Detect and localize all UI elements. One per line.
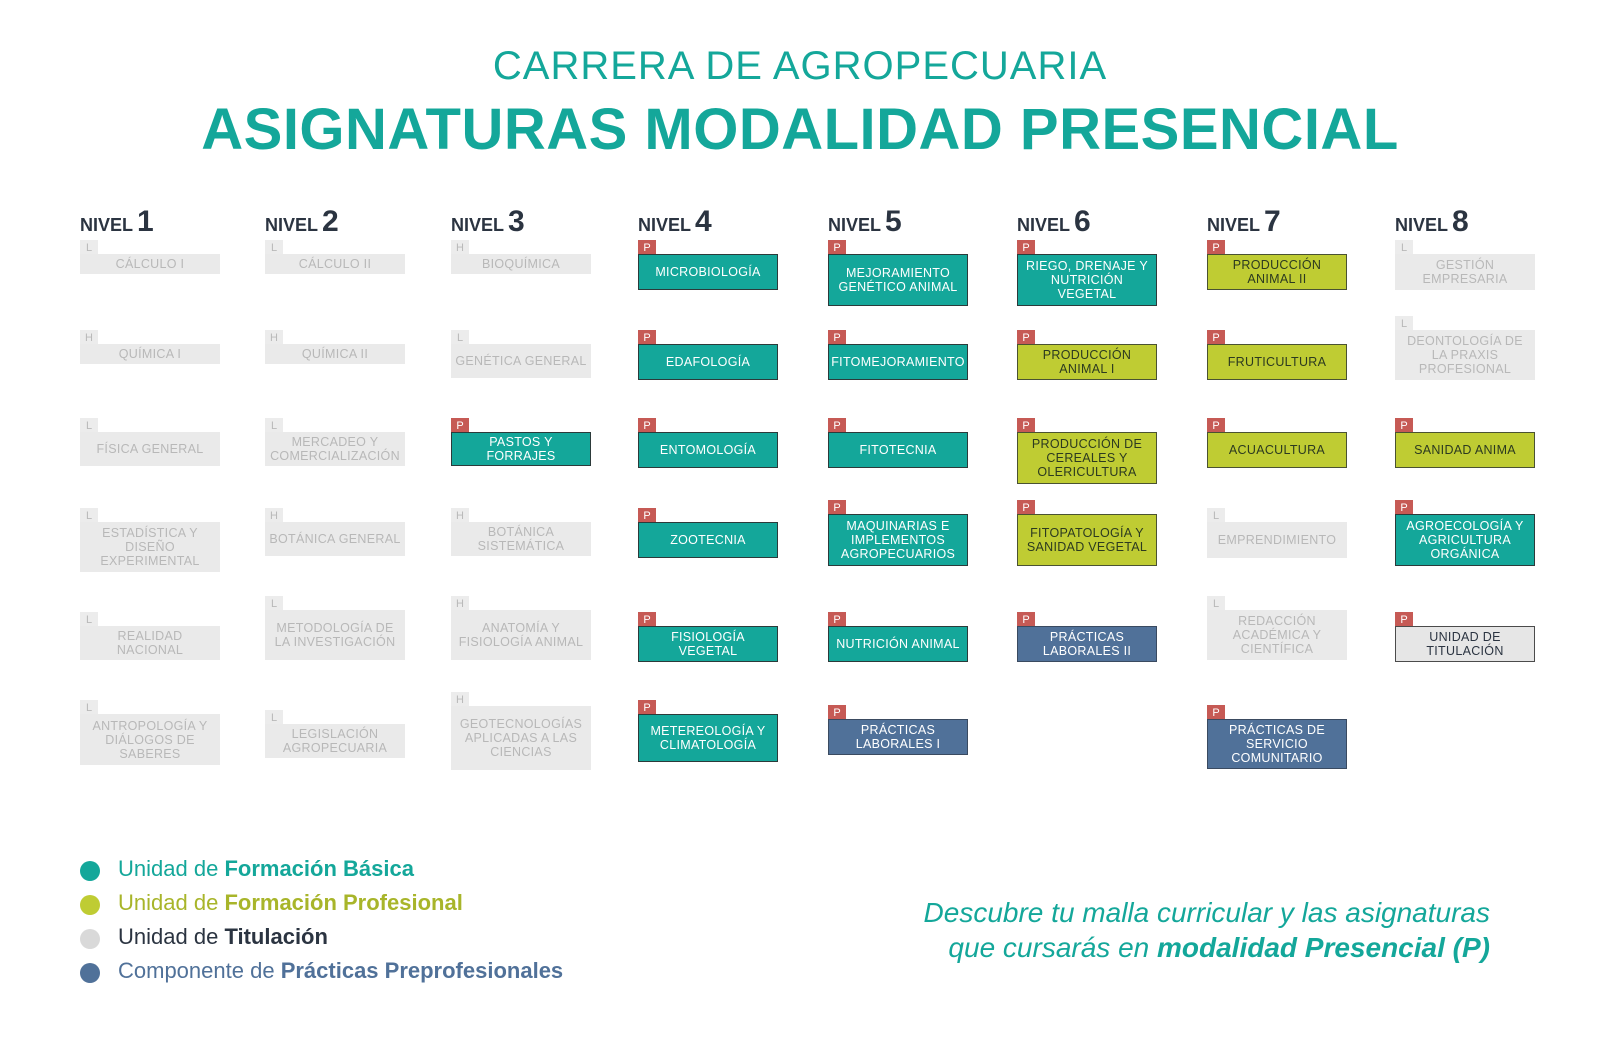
modality-badge: P <box>1395 612 1413 629</box>
level-heading <box>80 205 154 239</box>
subject-name: QUÍMICA I <box>80 344 220 364</box>
subject-name: FÍSICA GENERAL <box>80 432 220 466</box>
subject-name: SANIDAD ANIMA <box>1395 432 1535 468</box>
subject-name: BIOQUÍMICA <box>451 254 591 274</box>
legend-prefix: Unidad de <box>118 890 219 915</box>
subject-name: AGROECOLOGÍA Y AGRICULTURA ORGÁNICA <box>1395 514 1535 566</box>
modality-badge: P <box>828 612 846 629</box>
subject-name: METEREOLOGÍA Y CLIMATOLOGÍA <box>638 714 778 762</box>
level-heading <box>1395 205 1469 239</box>
page-title: ASIGNATURAS MODALIDAD PRESENCIAL <box>201 97 1399 162</box>
modality-badge: L <box>80 508 98 525</box>
modality-badge: P <box>1207 240 1225 257</box>
modality-badge: H <box>451 508 469 525</box>
subject-name: PRÁCTICAS LABORALES II <box>1017 626 1157 662</box>
modality-badge: P <box>451 418 469 435</box>
subject-name: CÁLCULO I <box>80 254 220 274</box>
subject-name: REALIDAD NACIONAL <box>80 626 220 660</box>
cta-line-2 <box>924 930 1490 965</box>
modality-badge: L <box>1207 596 1225 613</box>
modality-badge: L <box>80 700 98 717</box>
cta-line-2-prefix: que cursarás en <box>948 932 1150 963</box>
modality-badge: L <box>80 240 98 257</box>
modality-badge: H <box>265 508 283 525</box>
modality-badge: P <box>1017 612 1035 629</box>
modality-badge: P <box>1395 418 1413 435</box>
level-number: 7 <box>1264 205 1281 238</box>
level-word: NIVEL <box>828 215 882 235</box>
subject-name: GESTIÓN EMPRESARIA <box>1395 254 1535 290</box>
level-heading <box>638 205 712 239</box>
modality-badge: P <box>638 330 656 347</box>
subject-name: ANTROPOLOGÍA Y DIÁLOGOS DE SABERES <box>80 714 220 765</box>
modality-badge: L <box>80 418 98 435</box>
modality-badge: H <box>265 330 283 347</box>
legend-prefix: Componente de <box>118 958 275 983</box>
subject-name: PRODUCCIÓN ANIMAL I <box>1017 344 1157 380</box>
level-heading <box>451 205 525 239</box>
subject-name: RIEGO, DRENAJE Y NUTRICIÓN VEGETAL <box>1017 254 1157 306</box>
level-number: 2 <box>322 205 339 238</box>
level-number: 4 <box>695 205 712 238</box>
subject-name: CÁLCULO II <box>265 254 405 274</box>
blue-dot-icon <box>80 963 100 983</box>
modality-badge: P <box>828 418 846 435</box>
modality-badge: L <box>1395 316 1413 333</box>
modality-badge: P <box>1207 418 1225 435</box>
subject-name: PASTOS Y FORRAJES <box>451 432 591 466</box>
modality-badge: P <box>828 240 846 257</box>
modality-badge: P <box>1017 330 1035 347</box>
subject-name: EMPRENDIMIENTO <box>1207 522 1347 558</box>
call-to-action <box>924 895 1490 965</box>
modality-badge: H <box>451 692 469 709</box>
modality-badge: P <box>1207 330 1225 347</box>
modality-badge: H <box>451 240 469 257</box>
cta-line-2-bold: modalidad Presencial (P) <box>1157 932 1490 963</box>
modality-badge: P <box>638 418 656 435</box>
level-heading <box>828 205 902 239</box>
level-number: 8 <box>1452 205 1469 238</box>
subject-name: GENÉTICA GENERAL <box>451 344 591 378</box>
subject-name: ESTADÍSTICA Y DISEÑO EXPERIMENTAL <box>80 522 220 572</box>
subject-name: MAQUINARIAS E IMPLEMENTOS AGROPECUARIOS <box>828 514 968 566</box>
level-word: NIVEL <box>1207 215 1261 235</box>
modality-badge: H <box>80 330 98 347</box>
subject-name: MERCADEO Y COMERCIALIZACIÓN <box>265 432 405 466</box>
level-word: NIVEL <box>1395 215 1449 235</box>
subject-name: ENTOMOLOGÍA <box>638 432 778 468</box>
subject-name: EDAFOLOGÍA <box>638 344 778 380</box>
modality-badge: L <box>265 710 283 727</box>
modality-badge: P <box>638 240 656 257</box>
subject-name: ANATOMÍA Y FISIOLOGÍA ANIMAL <box>451 610 591 660</box>
cta-line-1: Descubre tu malla curricular y las asignaturas <box>923 897 1490 928</box>
level-heading <box>265 205 339 239</box>
subject-name: DEONTOLOGÍA DE LA PRAXIS PROFESIONAL <box>1395 330 1535 380</box>
modality-badge: L <box>451 330 469 347</box>
subject-name: ZOOTECNIA <box>638 522 778 558</box>
modality-badge: L <box>265 240 283 257</box>
subject-name: UNIDAD DE TITULACIÓN <box>1395 626 1535 662</box>
modality-badge: L <box>265 596 283 613</box>
legend-prefix: Unidad de <box>118 856 219 881</box>
subject-name: PRODUCCIÓN ANIMAL II <box>1207 254 1347 290</box>
subject-name: QUÍMICA II <box>265 344 405 364</box>
subject-name: FITOPATOLOGÍA Y SANIDAD VEGETAL <box>1017 514 1157 566</box>
level-word: NIVEL <box>1017 215 1071 235</box>
subject-name: FITOTECNIA <box>828 432 968 468</box>
subject-name: GEOTECNOLOGÍAS APLICADAS A LAS CIENCIAS <box>451 706 591 770</box>
modality-badge: P <box>638 612 656 629</box>
legend-prefix: Unidad de <box>118 924 219 949</box>
modality-badge: P <box>638 700 656 717</box>
gray-dot-icon <box>80 929 100 949</box>
subject-name: BOTÁNICA GENERAL <box>265 522 405 556</box>
subject-name: ACUACULTURA <box>1207 432 1347 468</box>
level-word: NIVEL <box>80 215 134 235</box>
level-heading <box>1017 205 1091 239</box>
subject-name: PRÁCTICAS DE SERVICIO COMUNITARIO <box>1207 719 1347 769</box>
subject-name: MEJORAMIENTO GENÉTICO ANIMAL <box>828 254 968 306</box>
subject-name: PRÁCTICAS LABORALES I <box>828 719 968 755</box>
modality-badge: L <box>1207 508 1225 525</box>
legend-bold: Prácticas Preprofesionales <box>280 958 564 983</box>
level-word: NIVEL <box>265 215 319 235</box>
level-number: 6 <box>1074 205 1091 238</box>
subject-name: LEGISLACIÓN AGROPECUARIA <box>265 724 405 758</box>
lime-dot-icon <box>80 895 100 915</box>
subject-name: BOTÁNICA SISTEMÁTICA <box>451 522 591 556</box>
level-number: 1 <box>137 205 154 238</box>
modality-badge: P <box>638 508 656 525</box>
level-heading <box>1207 205 1281 239</box>
modality-badge: L <box>80 612 98 629</box>
legend-bold: Titulación <box>224 924 328 949</box>
subject-name: NUTRICIÓN ANIMAL <box>828 626 968 662</box>
level-word: NIVEL <box>638 215 692 235</box>
modality-badge: P <box>1017 418 1035 435</box>
modality-badge: P <box>1017 240 1035 257</box>
subject-name: FITOMEJORAMIENTO <box>828 344 968 380</box>
level-number: 5 <box>885 205 902 238</box>
subject-name: FRUTICULTURA <box>1207 344 1347 380</box>
career-subtitle: CARRERA DE AGROPECUARIA <box>492 44 1108 88</box>
modality-badge: L <box>265 418 283 435</box>
modality-badge: P <box>828 705 846 722</box>
modality-badge: H <box>451 596 469 613</box>
legend-bold: Formación Profesional <box>224 890 463 915</box>
modality-badge: P <box>828 330 846 347</box>
level-number: 3 <box>508 205 525 238</box>
modality-badge: P <box>828 500 846 517</box>
level-word: NIVEL <box>451 215 505 235</box>
modality-badge: L <box>1395 240 1413 257</box>
modality-badge: P <box>1017 500 1035 517</box>
modality-badge: P <box>1207 705 1225 722</box>
modality-badge: P <box>1395 500 1413 517</box>
subject-name: METODOLOGÍA DE LA INVESTIGACIÓN <box>265 610 405 660</box>
legend-bold: Formación Básica <box>224 856 414 881</box>
teal-dot-icon <box>80 861 100 881</box>
subject-name: MICROBIOLOGÍA <box>638 254 778 290</box>
subject-name: PRODUCCIÓN DE CEREALES Y OLERICULTURA <box>1017 432 1157 484</box>
subject-name: REDACCIÓN ACADÉMICA Y CIENTÍFICA <box>1207 610 1347 660</box>
subject-name: FISIOLOGÍA VEGETAL <box>638 626 778 662</box>
